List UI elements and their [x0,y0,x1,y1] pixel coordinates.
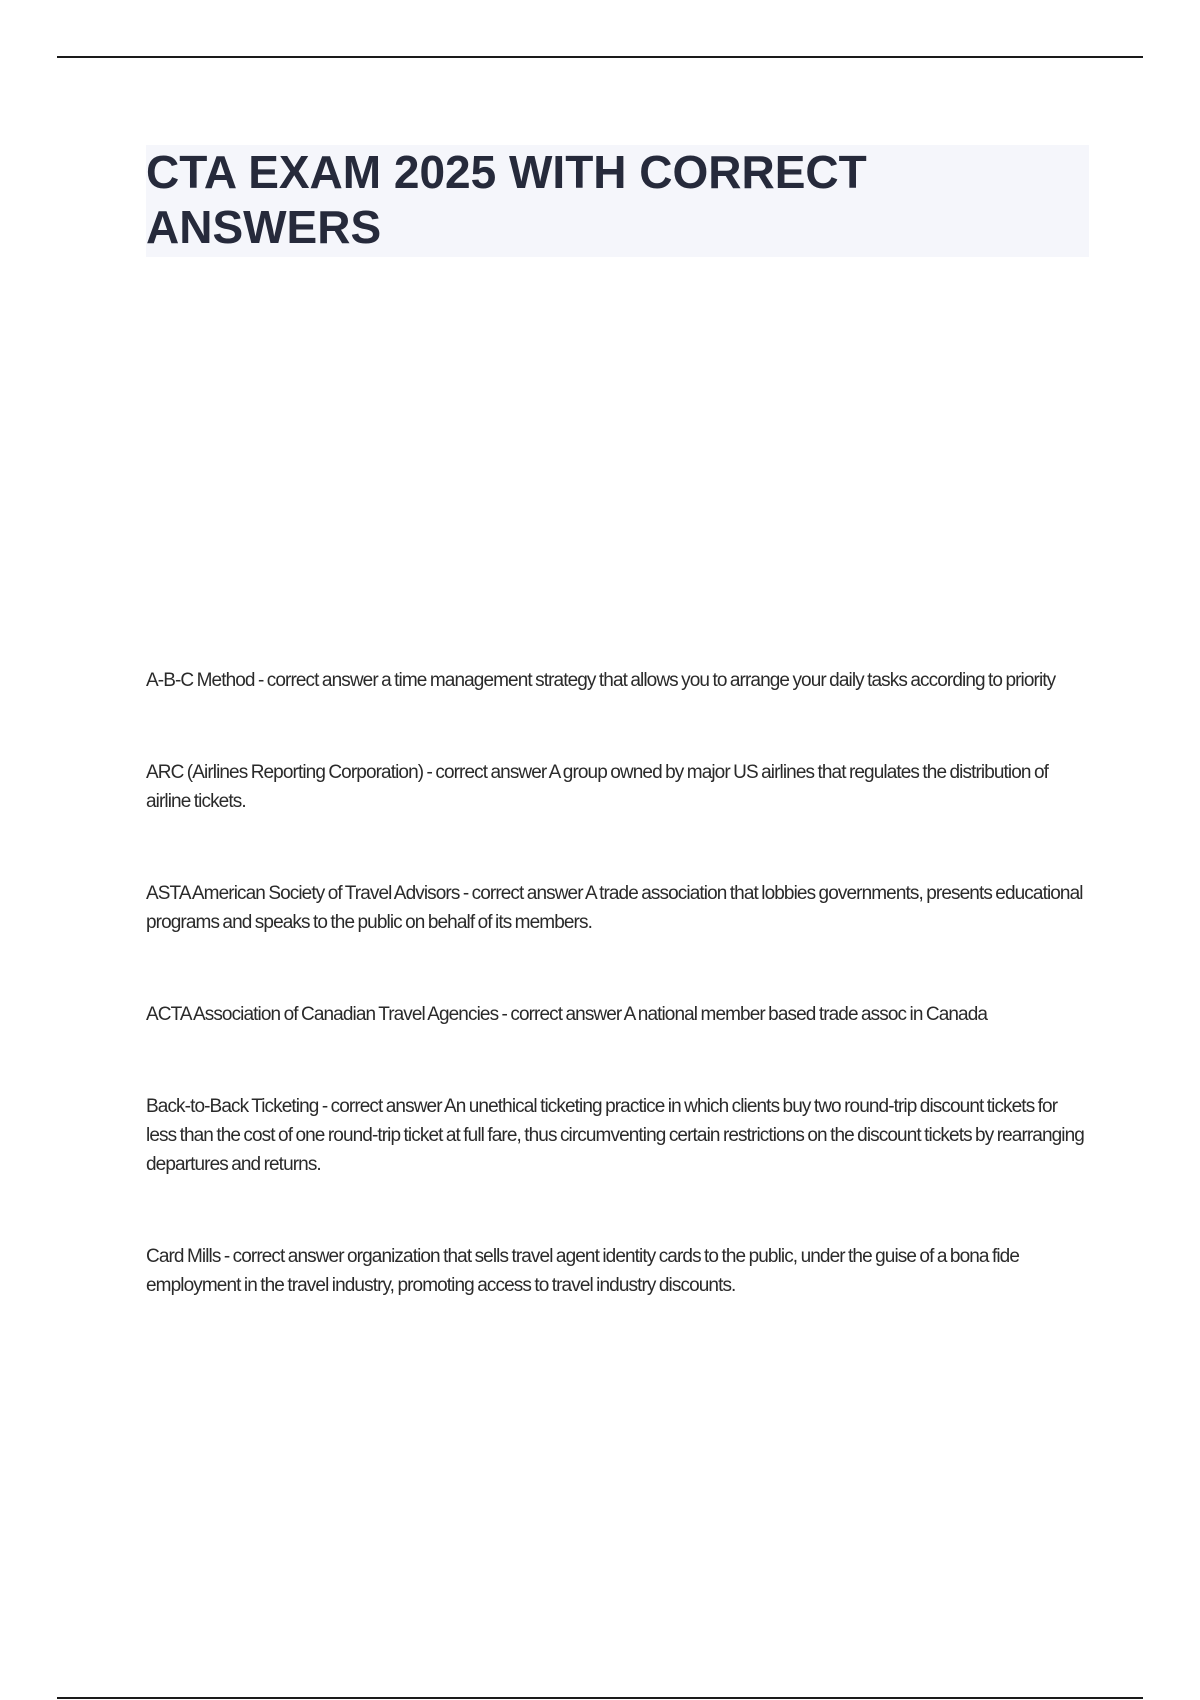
flashcard-list [146,666,1086,1363]
bottom-divider [57,1697,1143,1699]
flashcard-entry: ACTA Association of Canadian Travel Agencies - correct answer A national member based trade assoc in Canada [146,1004,988,1025]
document-title: CTA EXAM 2025 WITH CORRECT ANSWERS [146,146,867,253]
flashcard-entry: ARC (Airlines Reporting Corporation) - correct answer A group owned by major US airlines that regulates the distribution of airline tickets. [146,762,1049,812]
title-banner [146,145,1089,257]
flashcard-entry: A-B-C Method - correct answer a time management strategy that allows you to arrange your daily tasks according to priority [146,670,1056,691]
flashcard-entry: Back-to-Back Ticketing - correct answer An unethical ticketing practice in which clients buy two round-trip discount tickets for less than the cost of one round-trip ticket at full fare, thus circumventing certain restrictions on the discount tickets by rearranging departures and returns. [146,1096,1084,1175]
flashcard-entry: ASTA American Society of Travel Advisors - correct answer A trade association that lobbies governments, presents educational programs and speaks to the public on behalf of its members. [146,883,1083,933]
top-divider [57,56,1143,58]
flashcard-entry: Card Mills - correct answer organization that sells travel agent identity cards to the public, under the guise of a bona fide employment in the travel industry, promoting access to travel industry discounts. [146,1246,1019,1296]
